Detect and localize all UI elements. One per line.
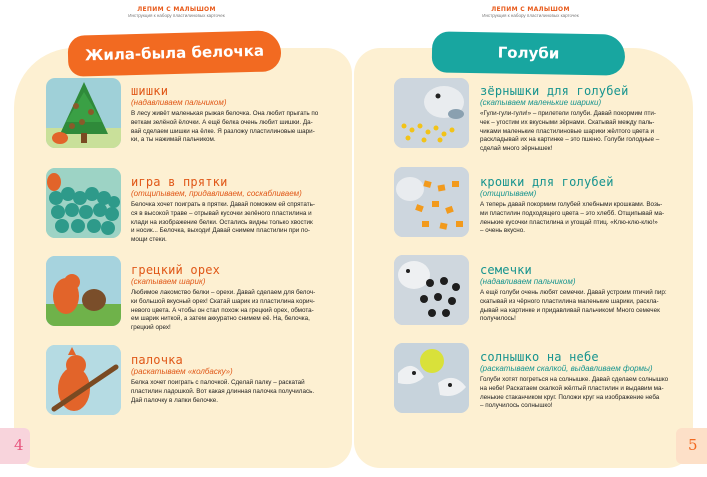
section-technique-walnut: (скатываем шарик) — [131, 277, 206, 286]
text-line: веткам зелёной ёлочки. А ещё белка очень любит шишки. Да- — [131, 118, 313, 126]
section-technique-cones: (надавливаем пальчиком) — [131, 98, 227, 107]
pine-cone-tree-image — [46, 78, 121, 148]
section-text-sun — [480, 376, 690, 411]
section-title-walnut: грецкий орех — [131, 263, 221, 277]
section-title-sun: солнышко на небе — [480, 350, 599, 364]
section-text-stick — [131, 379, 341, 405]
text-line: дывай на картинке и придавливай пальчиком! Много семечек — [480, 306, 660, 314]
book-subtitle: Инструкция к набору пластилиновых карточек — [482, 13, 579, 18]
book-logo: ЛЕПИМ С МАЛЫШОМ — [137, 6, 216, 13]
left-page — [0, 0, 353, 477]
text-line: на небе! Раскатаем скалкой жёлтый пластилин и выдавим ма- — [480, 384, 664, 392]
section-text-crumbs — [480, 201, 690, 236]
book-logo: ЛЕПИМ С МАЛЫШОМ — [491, 6, 570, 13]
page-number: 5 — [688, 436, 698, 454]
text-line: А ещё голуби очень любят семечки. Давай устроим птичий пир: — [480, 289, 667, 296]
squirrel-stick-image — [46, 345, 121, 415]
text-line: вай сделаем шишки на ёлке. Я разложу пластилиновые шари- — [131, 127, 315, 135]
text-line: и носик... Белочка, выходи! Давай снимем пластилин при по- — [131, 227, 310, 235]
text-line: ки, а ты нажимай пальчиком. — [131, 136, 216, 144]
text-line: А теперь давай покормим голубей хлебными крошками. Возь- — [480, 201, 663, 208]
text-line: Белочка хочет поиграть в прятки. Давай поможем ей спрятать- — [131, 201, 315, 208]
squirrel-in-grass-image — [46, 168, 121, 238]
right-header — [354, 6, 707, 19]
page-number: 4 — [14, 436, 24, 454]
pigeon-crumbs-image — [394, 167, 469, 237]
text-line: – очень вкусно. — [480, 227, 526, 235]
section-title-hide-and-seek: игра в прятки — [131, 175, 228, 189]
section-technique-crumbs: (отщипываем) — [480, 189, 537, 198]
section-text-seeds — [480, 289, 690, 324]
text-line: скатывай из чёрного пластилина маленькие шарики, раскла- — [480, 297, 659, 305]
text-line: «Гули-гули-гули!» – прилетели голуби. Давай покормим пти- — [480, 110, 657, 117]
section-technique-stick: (раскатываем «колбаску») — [131, 367, 233, 376]
section-title-seeds: семечки — [480, 263, 532, 277]
squirrel-walnut-image — [46, 256, 121, 326]
section-technique-sun: (раскатываем скалкой, выдавливаем формы) — [480, 364, 653, 373]
section-text-grains — [480, 110, 690, 154]
section-technique-grains: (скатываем маленькие шарики) — [480, 98, 602, 107]
text-line: ки большой вкусный орех! Скатай шарик из пластилина корич- — [131, 297, 315, 305]
section-title-grains: зёрнышки для голубей — [480, 84, 629, 98]
text-line: получилось! — [480, 315, 516, 323]
section-technique-hide-and-seek: (отщипываем, придавливаем, соскабливаем) — [131, 189, 302, 198]
text-line: невого цвета. А чтобы он стал похож на грецкий орех, обмота- — [131, 306, 314, 314]
section-technique-seeds: (надавливаем пальчиком) — [480, 277, 576, 286]
text-line: ем шарик ниткой, а затем аккуратно снимем её. На, белочка, — [131, 315, 310, 323]
section-text-hide-and-seek — [131, 201, 341, 245]
text-line: сделай много зёрнышек! — [480, 145, 553, 153]
text-line: В лесу живёт маленькая рыжая белочка. Она любит прыгать по — [131, 110, 319, 117]
section-title-cones: шишки — [131, 84, 169, 98]
book-subtitle: Инструкция к набору пластилиновых карточек — [128, 13, 225, 18]
text-line: Белка хочет поиграть с палочкой. Сделай палку – раскатай — [131, 379, 305, 386]
text-line: клади на изображение белки. Остались видны только хвостик — [131, 218, 313, 226]
text-line: чек – угостим их вкусными зёрнами. Скатывай между паль- — [480, 118, 655, 126]
text-line: Голуби хотят погреться на солнышке. Давай сделаем солнышко — [480, 376, 669, 383]
section-text-walnut — [131, 289, 341, 333]
text-line: раскладывай их на картинке – это пшено. Голуби голодные – — [480, 136, 660, 144]
text-line: пластилин ладошкой. Вот какая длинная палочка получилась. — [131, 387, 315, 395]
text-line: – получилось солнышко! — [480, 402, 553, 410]
text-line: чиками маленькие пластилиновые шарики жёлтого цвета и — [480, 127, 654, 135]
text-line: ся в высокой траве – отрывай кусочки зелёного пластилина и — [131, 209, 312, 217]
section-title-crumbs: крошки для голубей — [480, 175, 614, 189]
text-line: грецкий орех! — [131, 324, 171, 332]
pigeon-sun-image — [394, 343, 469, 413]
text-line: Любимое лакомство белки – орехи. Давай сделаем для белоч- — [131, 289, 316, 296]
text-line: ленькие стаканчиком круг. Положи круг на изображение неба — [480, 393, 660, 401]
pigeon-seeds-image — [394, 255, 469, 325]
chapter-banner: Голуби — [432, 31, 626, 75]
chapter-banner: Жила-была белочка — [67, 30, 281, 77]
text-line: Дай палочку в лапки белочке. — [131, 396, 219, 404]
text-line: ми пластилин подходящего цвета – это хлебб. Отщипывай ма- — [480, 209, 665, 217]
pigeon-grains-image — [394, 78, 469, 148]
left-header — [0, 6, 353, 19]
section-text-cones — [131, 110, 341, 145]
section-title-stick: палочка — [131, 353, 183, 367]
text-line: мощи стеки. — [131, 236, 167, 244]
text-line: ленькие кусочки пластилина и угощай птиц. «Клю-клю-клю!» — [480, 218, 658, 226]
right-page — [354, 0, 707, 477]
